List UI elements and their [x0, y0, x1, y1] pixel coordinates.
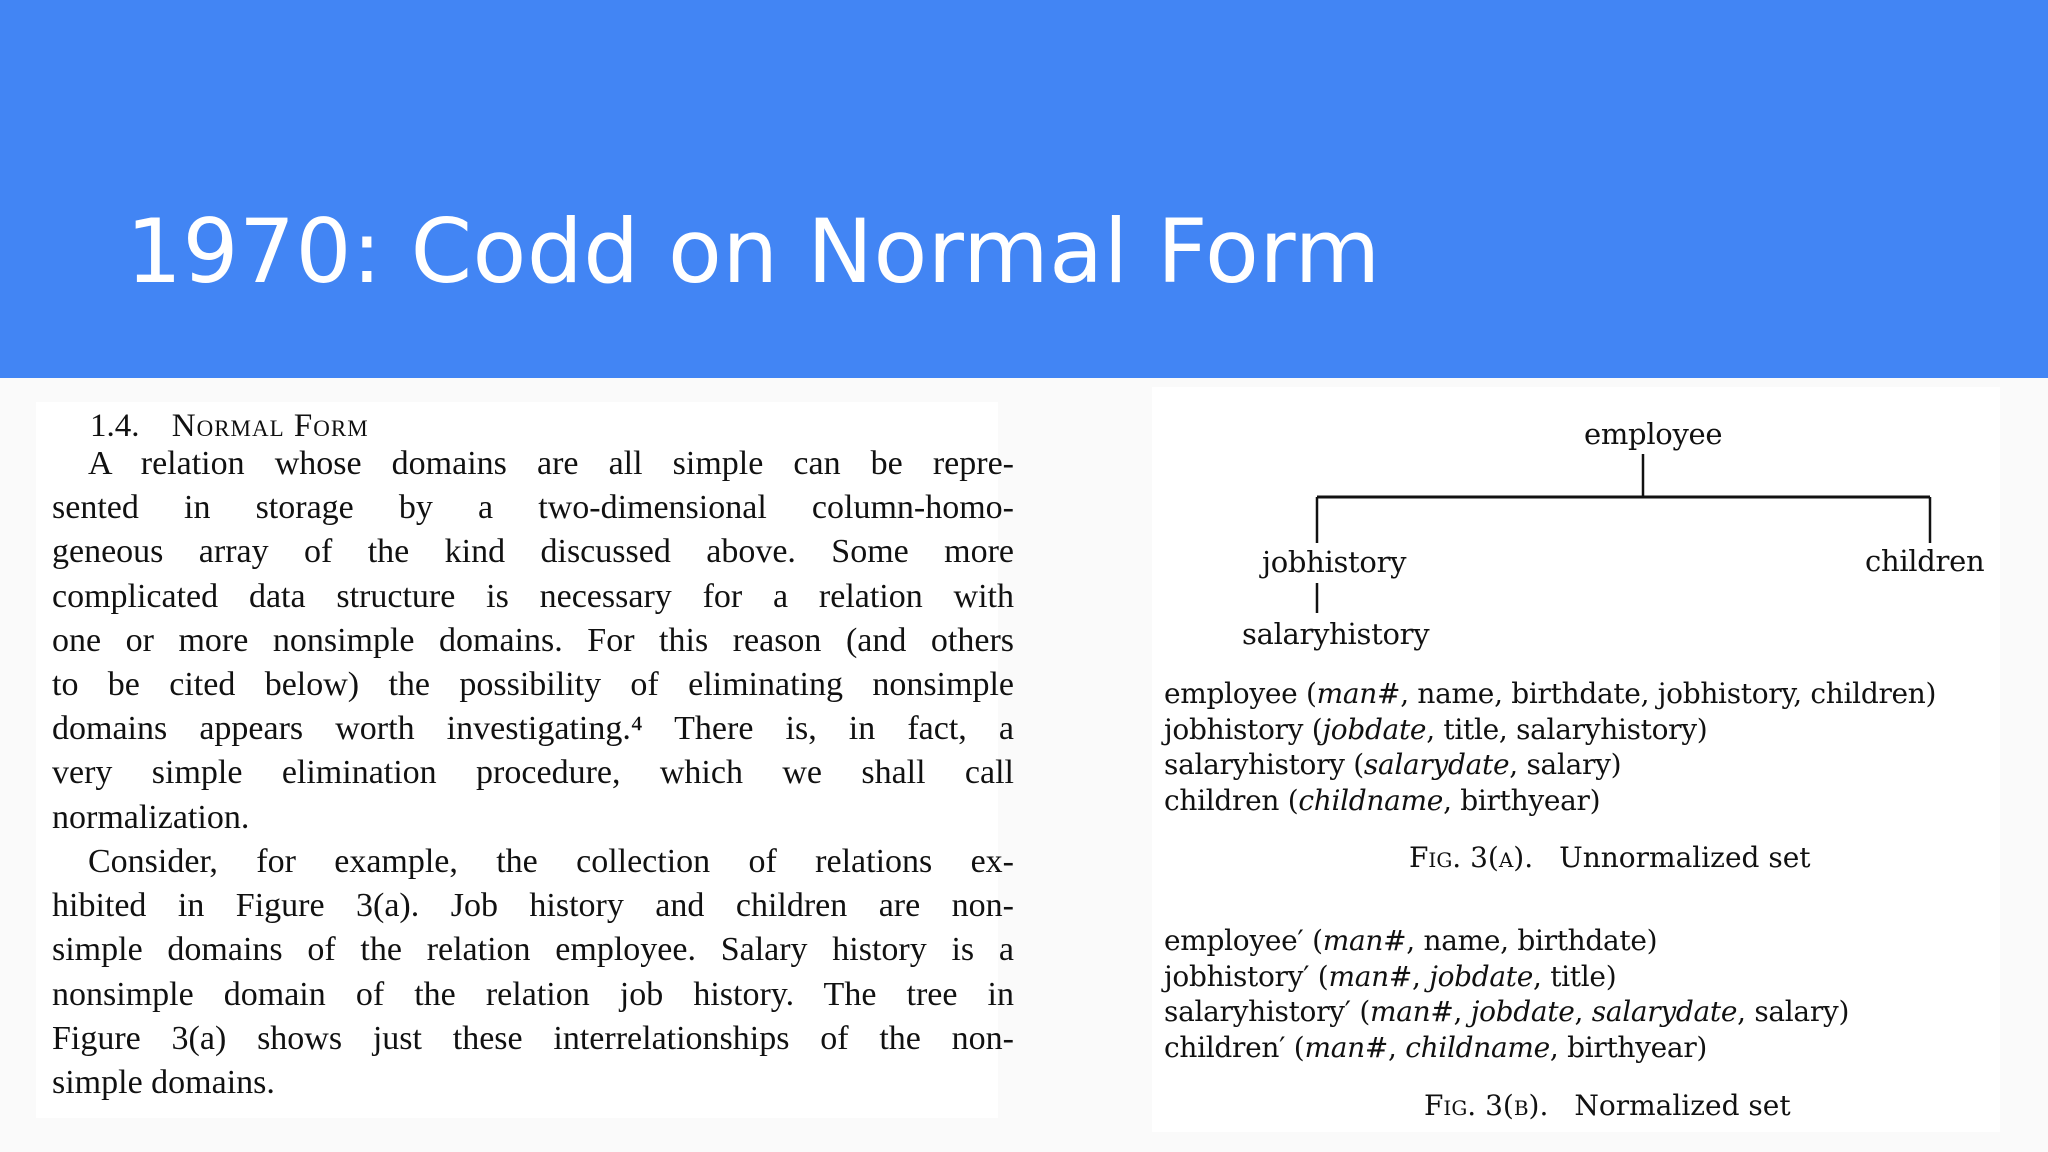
- figure-3b-caption: [1424, 1089, 1791, 1122]
- paragraph-1: [52, 442, 1014, 840]
- relation-attribute: jobhistory: [1657, 677, 1794, 710]
- text-line: nonsimple domain of the relation job history. The tree in: [52, 975, 1014, 1013]
- relation-attribute: salary: [1526, 748, 1611, 781]
- relation-name: jobhistory′: [1164, 959, 1310, 993]
- slide-header: [0, 0, 2048, 378]
- relation-schema: employee′ (man#, name, birthdate): [1164, 924, 1658, 957]
- text-line: geneous array of the kind discussed above. Some more: [52, 533, 1014, 571]
- text-line: normalization.: [52, 798, 250, 836]
- text-line: Consider, for example, the collection of relations ex-: [88, 843, 1014, 880]
- relation-attribute: jobdate: [1322, 712, 1427, 746]
- relation-attribute: jobdate: [1470, 995, 1575, 1028]
- relation-schema: salaryhistory (salarydate, salary): [1164, 748, 1622, 781]
- text-line: hibited in Figure 3(a). Job history and children are non-: [52, 887, 1014, 925]
- section-number: 1.4.: [90, 408, 140, 444]
- relation-attribute: man#: [1304, 1030, 1388, 1064]
- text-line: simple domains.: [52, 1063, 275, 1101]
- relation-attribute: title: [1550, 959, 1606, 993]
- relation-attribute: salary: [1754, 995, 1839, 1028]
- relation-name: salaryhistory: [1164, 748, 1345, 781]
- relation-attribute: birthyear: [1567, 1030, 1697, 1064]
- relation-schema: children (childname, birthyear): [1164, 783, 1601, 817]
- relation-name: employee: [1164, 677, 1298, 710]
- relation-attribute: jobdate: [1429, 959, 1533, 993]
- relation-attribute: man#: [1316, 677, 1401, 710]
- relation-attribute: man#: [1369, 995, 1454, 1028]
- tree-node-salaryhistory: salaryhistory: [1242, 617, 1430, 651]
- caption-text: Normalized set: [1574, 1089, 1791, 1122]
- relation-attribute: birthdate: [1517, 924, 1647, 957]
- relation-name: children′: [1164, 1030, 1286, 1064]
- relation-name: jobhistory: [1164, 712, 1304, 746]
- relation-attribute: salaryhistory: [1516, 712, 1697, 746]
- relation-schema: salaryhistory′ (man#, jobdate, salarydate, salary): [1164, 995, 1850, 1028]
- figure-3: [1152, 387, 2000, 1132]
- slide-title: 1970: Codd on Normal Form: [126, 200, 1381, 303]
- text-line: one or more nonsimple domains. For this reason (and others: [52, 621, 1014, 659]
- text-line: Figure 3(a) shows just these interrelationships of the non-: [52, 1019, 1014, 1057]
- relation-attribute: birthyear: [1460, 783, 1590, 817]
- relation-name: children: [1164, 783, 1280, 817]
- paragraph-2: [52, 840, 1014, 1105]
- text-line: sented in storage by a two-dimensional column-homo-: [52, 489, 1014, 527]
- text-line: simple domains of the relation employee. Salary history is a: [52, 931, 1014, 969]
- caption-text: Unnormalized set: [1559, 841, 1811, 874]
- figure-3a-caption: [1409, 841, 1811, 874]
- relation-attribute: childname: [1298, 783, 1444, 817]
- relation-schema: jobhistory′ (man#, jobdate, title): [1164, 959, 1617, 993]
- relation-name: employee′: [1164, 924, 1304, 957]
- relation-attribute: name: [1417, 677, 1495, 710]
- caption-label: Fig. 3(a).: [1409, 841, 1534, 874]
- tree-node-jobhistory: jobhistory: [1262, 545, 1407, 579]
- section-title: Normal Form: [171, 408, 369, 444]
- text-line: domains appears worth investigating.⁴ There is, in fact, a: [52, 710, 1014, 748]
- relation-attribute: man#: [1328, 959, 1412, 993]
- relation-name: salaryhistory′: [1164, 995, 1351, 1028]
- text-line: A relation whose domains are all simple can be repre-: [88, 445, 1014, 482]
- relation-schema: children′ (man#, childname, birthyear): [1164, 1030, 1708, 1064]
- relation-attribute: name: [1423, 924, 1501, 957]
- relation-attribute: children: [1810, 677, 1926, 710]
- relation-attribute: childname: [1405, 1030, 1550, 1064]
- relation-attribute: salarydate: [1363, 748, 1510, 781]
- tree-node-employee: employee: [1584, 417, 1723, 451]
- relation-schema: employee (man#, name, birthdate, jobhistory, children): [1164, 677, 1937, 710]
- caption-label: Fig. 3(b).: [1424, 1089, 1549, 1122]
- paper-excerpt: [36, 402, 1014, 1118]
- relation-attribute: birthdate: [1511, 677, 1641, 710]
- section-heading: [90, 408, 369, 445]
- relation-attribute: salarydate: [1591, 995, 1738, 1028]
- relation-attribute: man#: [1322, 924, 1407, 957]
- tree-node-children: children: [1865, 544, 1985, 578]
- relation-attribute: title: [1443, 712, 1499, 746]
- text-line: complicated data structure is necessary for a relation with: [52, 577, 1014, 615]
- text-line: to be cited below) the possibility of eliminating nonsimple: [52, 665, 1014, 703]
- text-line: very simple elimination procedure, which we shall call: [52, 754, 1014, 792]
- relation-schema: jobhistory (jobdate, title, salaryhistory): [1164, 712, 1708, 746]
